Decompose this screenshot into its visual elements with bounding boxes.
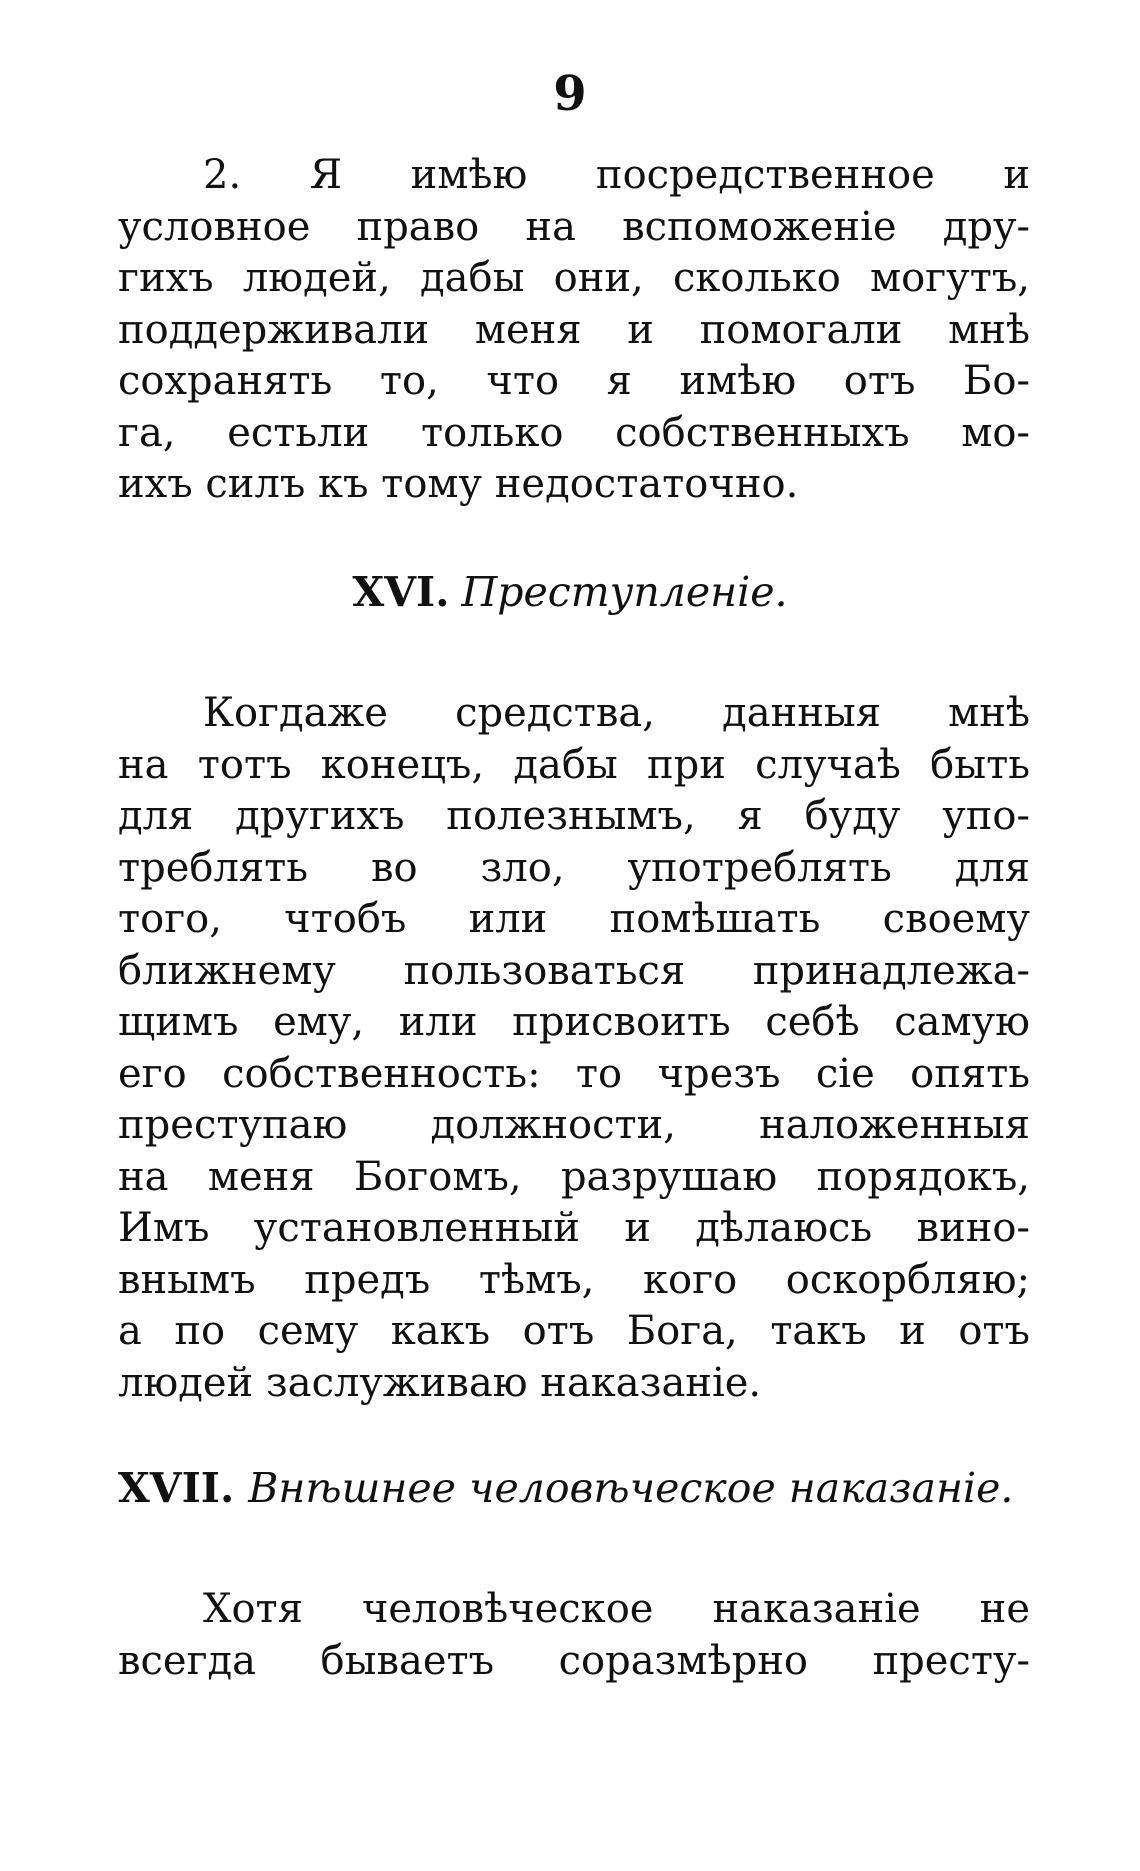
paragraph-crime bbox=[118, 688, 1030, 1409]
page-number: 9 bbox=[553, 66, 587, 122]
paragraph-right-to-assistance bbox=[118, 150, 1030, 511]
text-line: га, естьли только собственныхъ мо- bbox=[118, 409, 1030, 456]
text-line: ближнему пользоваться принадлежа- bbox=[118, 947, 1030, 994]
text-line: его собственность: то чрезъ сiе опять bbox=[118, 1050, 1030, 1097]
text-line: того, чтобъ или помѣшать своему bbox=[118, 896, 1030, 942]
text-line: на меня Богомъ, разрушаю порядокъ, bbox=[118, 1153, 1030, 1200]
text-line: Когдаже средства, данныя мнѣ bbox=[203, 690, 1030, 736]
text-line: всегда бываетъ соразмѣрно престу- bbox=[118, 1637, 1030, 1684]
text-line: людей заслуживаю наказанiе. bbox=[118, 1359, 762, 1406]
paragraph-human-punishment bbox=[118, 1584, 1030, 1687]
text-line: на тотъ конецъ, дабы при случаѣ быть bbox=[118, 741, 1030, 788]
text-line: ихъ силъ къ тому недостаточно. bbox=[118, 461, 799, 507]
section-title: Преступленiе. bbox=[461, 568, 788, 616]
text-line: Имъ установленный и дѣлаюсь вино- bbox=[118, 1205, 1030, 1251]
section-number: XVI. bbox=[352, 568, 450, 616]
text-line: гихъ людей, дабы они, сколько могутъ, bbox=[118, 255, 1030, 301]
text-line: сохранять то, что я имѣю отъ Бо- bbox=[118, 358, 1030, 404]
text-line: треблять во зло, употреблять для bbox=[118, 844, 1030, 891]
text-line: а по сему какъ отъ Бога, такъ и отъ bbox=[118, 1308, 1030, 1354]
text-line: Хотя человѣческое наказанiе не bbox=[203, 1586, 1030, 1632]
text-line: 2. Я имѣю посредственное и bbox=[203, 152, 1030, 198]
text-line: щимъ ему, или присвоить себѣ самую bbox=[118, 999, 1030, 1045]
text-line: условное право на вспоможенiе дру- bbox=[118, 203, 1030, 250]
section-heading-xvi bbox=[0, 568, 1140, 616]
text-line: поддерживали меня и помогали мнѣ bbox=[118, 306, 1030, 353]
text-line: внымъ предъ тѣмъ, кого оскорбляю; bbox=[118, 1256, 1030, 1303]
section-number: XVII. bbox=[118, 1464, 235, 1512]
text-line: преступаю должности, наложенныя bbox=[118, 1102, 1030, 1148]
section-heading-xvii bbox=[118, 1464, 1030, 1512]
section-title: Внѣшнее человѣческое наказанiе. bbox=[248, 1464, 1014, 1512]
text-line: для другихъ полезнымъ, я буду упо- bbox=[118, 793, 1030, 839]
